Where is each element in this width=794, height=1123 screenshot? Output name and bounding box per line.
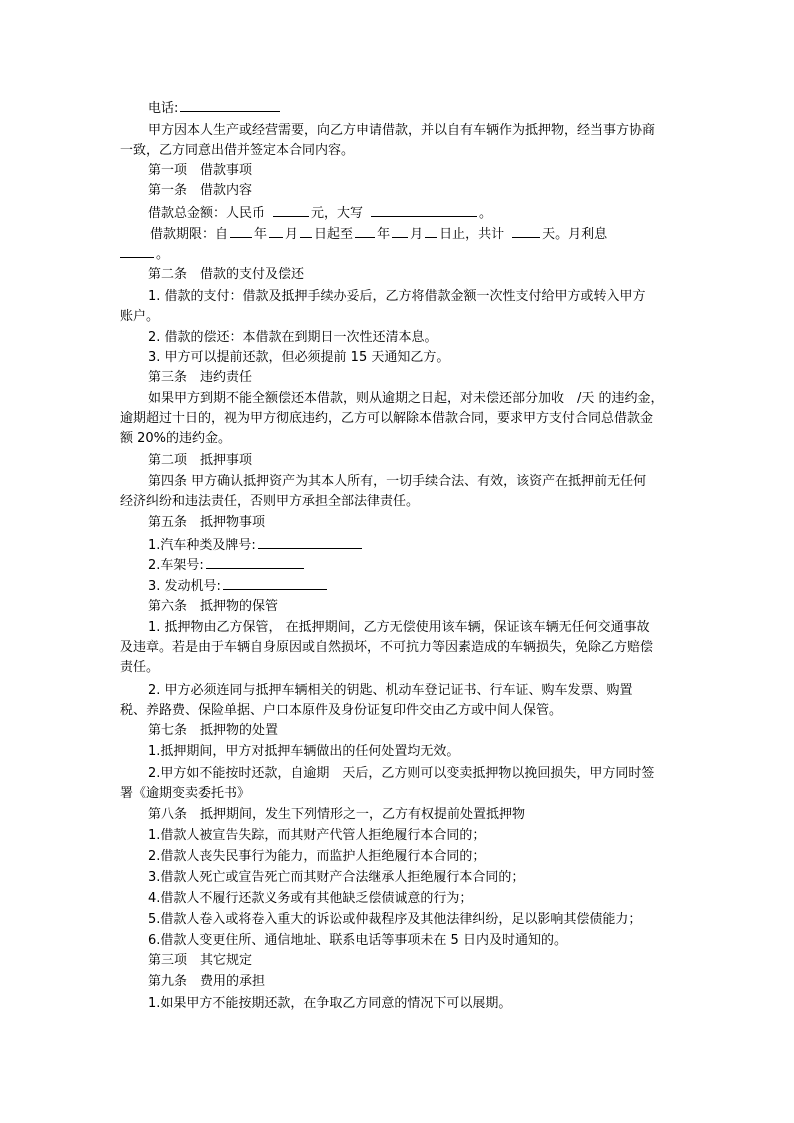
- end-month-blank: [392, 224, 408, 238]
- article-8-item-5: 5.借款人卷入或将卷入重大的诉讼或仲裁程序及其他法律纠纷，足以影响其偿债能力；: [148, 912, 642, 927]
- start-month-label: 月: [285, 227, 299, 242]
- paragraph-intro-1: 甲方因本人生产或经营需要，向乙方申请借款，并以自有车辆作为抵押物，经当事方协商: [148, 123, 656, 138]
- article-8-item-4: 4.借款人不履行还款义务或有其他缺乏偿债诚意的行为；: [148, 891, 473, 906]
- amount-end: 。: [479, 206, 493, 221]
- article-2-item-1-b: 账户。: [120, 309, 160, 324]
- amount-uppercase-blank: [371, 203, 477, 217]
- end-day-blank: [425, 224, 437, 238]
- article-8-item-3: 3.借款人死亡或宣告死亡而其财产合法继承人拒绝履行本合同的；: [148, 870, 525, 885]
- phone-blank: [180, 98, 280, 112]
- end-year-label: 年: [377, 227, 391, 242]
- start-day-blank: [300, 224, 312, 238]
- article-7-heading: 第七条 抵押物的处置: [148, 723, 279, 738]
- days-blank: [512, 224, 540, 238]
- start-month-blank: [269, 224, 283, 238]
- phone-label: 电话:: [148, 101, 179, 116]
- frame-number-blank: [206, 555, 304, 569]
- end-year-blank: [355, 224, 375, 238]
- loan-amount-line: [148, 203, 680, 223]
- vehicle-type-blank: [258, 535, 362, 549]
- interest-blank: [120, 244, 154, 258]
- loan-term-line: [150, 224, 680, 244]
- term-label: 借款期限：自: [150, 227, 229, 242]
- article-6-item-1-b: 及违章。若是由于车辆自身原因或自然损坏，不可抗力等因素造成的车辆损失，免除乙方赔偿: [120, 640, 654, 655]
- article-1-heading: 第一条 借款内容: [148, 183, 253, 198]
- article-3-text-3: 额 20%的违约金。: [120, 431, 232, 446]
- phone-line: [148, 98, 680, 118]
- article-9-heading: 第九条 费用的承担: [148, 974, 266, 989]
- section-2-heading: 第二项 抵押事项: [148, 453, 253, 468]
- article-8-item-1: 1.借款人被宣告失踪，而其财产代管人拒绝履行本合同的；: [148, 828, 486, 843]
- frame-number-label: 2.车架号:: [148, 558, 204, 573]
- article-8-heading: 第八条 抵押期间，发生下列情形之一，乙方有权提前处置抵押物: [148, 807, 526, 822]
- article-5-heading: 第五条 抵押物事项: [148, 515, 266, 530]
- engine-number-line: [148, 576, 680, 596]
- paragraph-intro-2: 一致，乙方同意出借并签定本合同内容。: [120, 143, 355, 158]
- article-2-item-3: 3. 甲方可以提前还款，但必须提前 15 天通知乙方。: [148, 350, 450, 365]
- article-6-item-2-b: 税、养路费、保险单据、户口本原件及身份证复印件交由乙方或中间人保管。: [120, 703, 563, 718]
- engine-number-blank: [223, 576, 327, 590]
- article-6-item-1-a: 1. 抵押物由乙方保管， 在抵押期间，乙方无偿使用该车辆，保证该车辆无任何交通事故: [148, 620, 650, 635]
- monthly-interest-label: 天。月利息: [542, 227, 608, 242]
- loan-amount-label: 借款总金额：人民币: [148, 206, 266, 221]
- end-day-label: 日止，共计: [439, 227, 505, 242]
- article-2-item-2: 2. 借款的偿还：本借款在到期日一次性还清本息。: [148, 330, 438, 345]
- engine-number-label: 3. 发动机号:: [148, 579, 221, 594]
- interest-end: 。: [156, 247, 170, 262]
- article-9-item-1: 1.如果甲方不能按期还款，在争取乙方同意的情况下可以展期。: [148, 996, 512, 1011]
- article-7-item-2-a: 2.甲方如不能按时还款，自逾期 天后，乙方则可以变卖抵押物以挽回损失，甲方同时签: [148, 766, 655, 781]
- article-8-item-6: 6.借款人变更住所、通信地址、联系电话等事项未在 5 日内及时通知的。: [148, 933, 567, 948]
- article-3-text-2: 逾期超过十日的，视为甲方彻底违约，乙方可以解除本借款合同，要求甲方支付合同总借款金: [120, 411, 654, 426]
- article-6-heading: 第六条 抵押物的保管: [148, 599, 279, 614]
- article-2-heading: 第二条 借款的支付及偿还: [148, 267, 305, 282]
- article-8-item-2: 2.借款人丧失民事行为能力，而监护人拒绝履行本合同的；: [148, 849, 486, 864]
- frame-number-line: [148, 555, 680, 575]
- article-4-text-2: 经济纠纷和违法责任，否则甲方承担全部法律责任。: [120, 494, 420, 509]
- section-1-heading: 第一项 借款事项: [148, 163, 253, 178]
- vehicle-type-line: [148, 535, 680, 555]
- article-6-item-1-c: 责任。: [120, 660, 160, 675]
- amount-uppercase-label: 元，大写: [311, 206, 364, 221]
- article-6-item-2-a: 2. 甲方必须连同与抵押车辆相关的钥匙、机动车登记证书、行车证、购车发票、购置: [148, 683, 633, 698]
- article-3-heading: 第三条 违约责任: [148, 370, 253, 385]
- start-year-label: 年: [254, 227, 268, 242]
- section-3-heading: 第三项 其它规定: [148, 953, 253, 968]
- vehicle-type-label: 1.汽车种类及牌号:: [148, 538, 256, 553]
- article-2-item-1-a: 1. 借款的支付：借款及抵押手续办妥后，乙方将借款金额一次性支付给甲方或转入甲方: [148, 289, 646, 304]
- article-7-item-1: 1.抵押期间，甲方对抵押车辆做出的任何处置均无效。: [148, 744, 460, 759]
- interest-line: [120, 244, 680, 264]
- article-4-text-1: 第四条 甲方确认抵押资产为其本人所有，一切手续合法、有效，该资产在抵押前无任何: [148, 474, 647, 489]
- end-month-label: 月: [410, 227, 424, 242]
- amount-number-blank: [273, 203, 309, 217]
- article-3-text-1: 如果甲方到期不能全额偿还本借款，则从逾期之日起，对未偿还部分加收 /天 的违约金，: [148, 391, 664, 406]
- start-year-blank: [230, 224, 252, 238]
- start-day-label: 日起至: [314, 227, 354, 242]
- article-7-item-2-b: 署《逾期变卖委托书》: [120, 786, 251, 801]
